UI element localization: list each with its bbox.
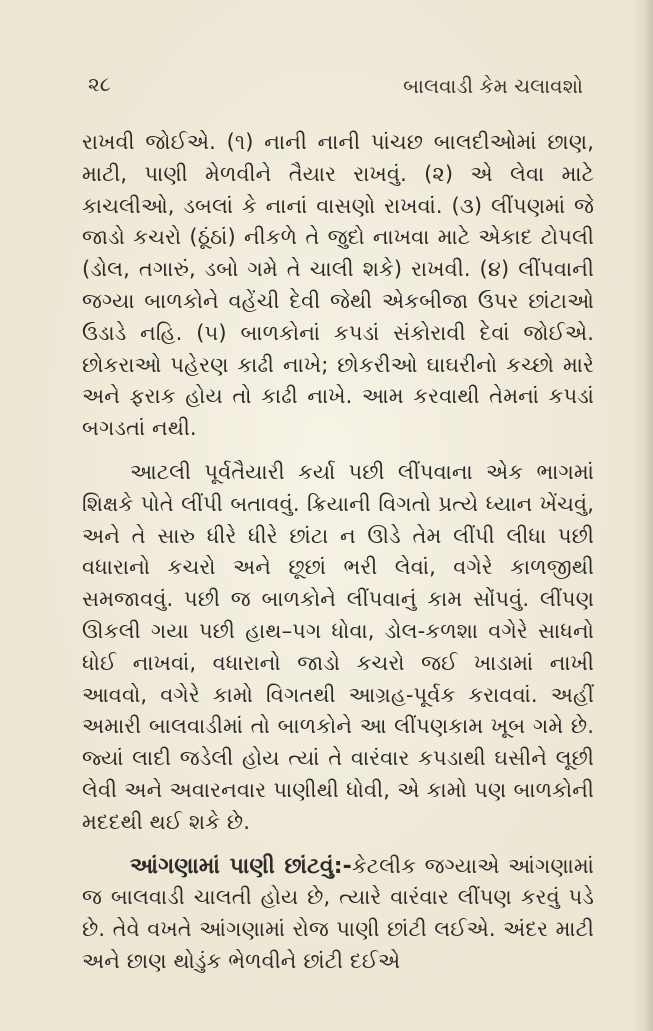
page-number: ૨૮ xyxy=(88,72,111,96)
page-header xyxy=(88,72,583,102)
body-text xyxy=(82,127,594,978)
paragraph-2: આટલી પૂર્વતૈયારી કર્યા પછી લીંપવાના એક ભાગમાં શિક્ષકે પોતે લીંપી બતાવવું. ક્રિયાની વિગતો પ્રત્યે ધ્યાન ખેંચવું, અને તે સારુ ધીરે ધીરે છાંટા ન ઊડે તેમ લીંપી લીધા પછી વધારાનો કચરો અને છૂછાં ભરી લેવાં, વગેરે કાળજીથી સમજાવવું. પછી જ બાળકોને લીંપવાનું કામ સોંપવું. લીંપણ ઊકલી ગયા પછી હાથ–પગ ધોવા, ડોલ-કળશા વગેરે સાધનો ધોઈ નાખવાં, વધારાનો જાડો કચરો જઈ ખાડામાં નાખી આવવો, વગેરે કામો વિગતથી આગ્રહ-પૂર્વક કરાવવાં. અહીં અમારી બાલવાડીમાં તો બાળકોને આ લીંપણકામ ખૂબ ગમે છે. જ્યાં લાદી જડેલી હોય ત્યાં તે વારંવાર કપડાથી ઘસીને લૂછી લેવી અને અવારનવાર પાણીથી ધોવી, એ કામો પણ બાળકોની મદદથી થઈ શકે છે. xyxy=(82,459,594,834)
paragraph-1: રાખવી જોઈએ. (૧) નાની નાની પાંચછ બાલદીઓમાં છાણ, માટી, પાણી મેળવીને તૈયાર રાખવું. (૨) એ લેવા માટે કાચલીઓ, ડબલાં કે નાનાં વાસણો રાખવાં. (૩) લીંપણમાં જે જાડો કચરો (ઠૂંઠાં) નીકળે તે જુદો નાખવા માટે એકાદ ટોપલી (ડોલ, તગારું, ડબો ગમે તે ચાલી શકે) રાખવી. (૪) લીંપવાની જગ્યા બાળકોને વહેંચી દેવી જેથી એકબીજા ઉપર છાંટાઓ ઉડાડે નહિ. (૫) બાળકોનાં કપડાં સંકોરાવી દેવાં જોઈએ. છોકરાઓ પહેરણ કાઢી નાખે; છોકરીઓ ઘાઘરીનો કચ્છો મારે અને ફરાક હોય તો કાઢી નાખે. આમ કરવાથી તેમનાં કપડાં બગડતાં નથી. xyxy=(82,130,594,441)
page-edge-shadow xyxy=(631,0,653,1031)
running-title: બાલવાડી કેમ ચલાવશો xyxy=(403,74,583,98)
section-heading: આંગણામાં પાણી છાંટવું:- xyxy=(130,853,352,879)
paragraph-3-text: કેટલીક જગ્યાએ આંગણામાં જ બાલવાડી ચાલતી હોય છે, ત્યારે વારંવાર લીંપણ કરવું પડે છે. તેવે વખતે આંગણામાં રોજ પાણી છાંટી લઈએ. અંદર માટી અને છાણ થોડુંક ભેળવીને છાંટી દઈએ xyxy=(82,853,595,973)
paragraph-3 xyxy=(82,851,594,978)
